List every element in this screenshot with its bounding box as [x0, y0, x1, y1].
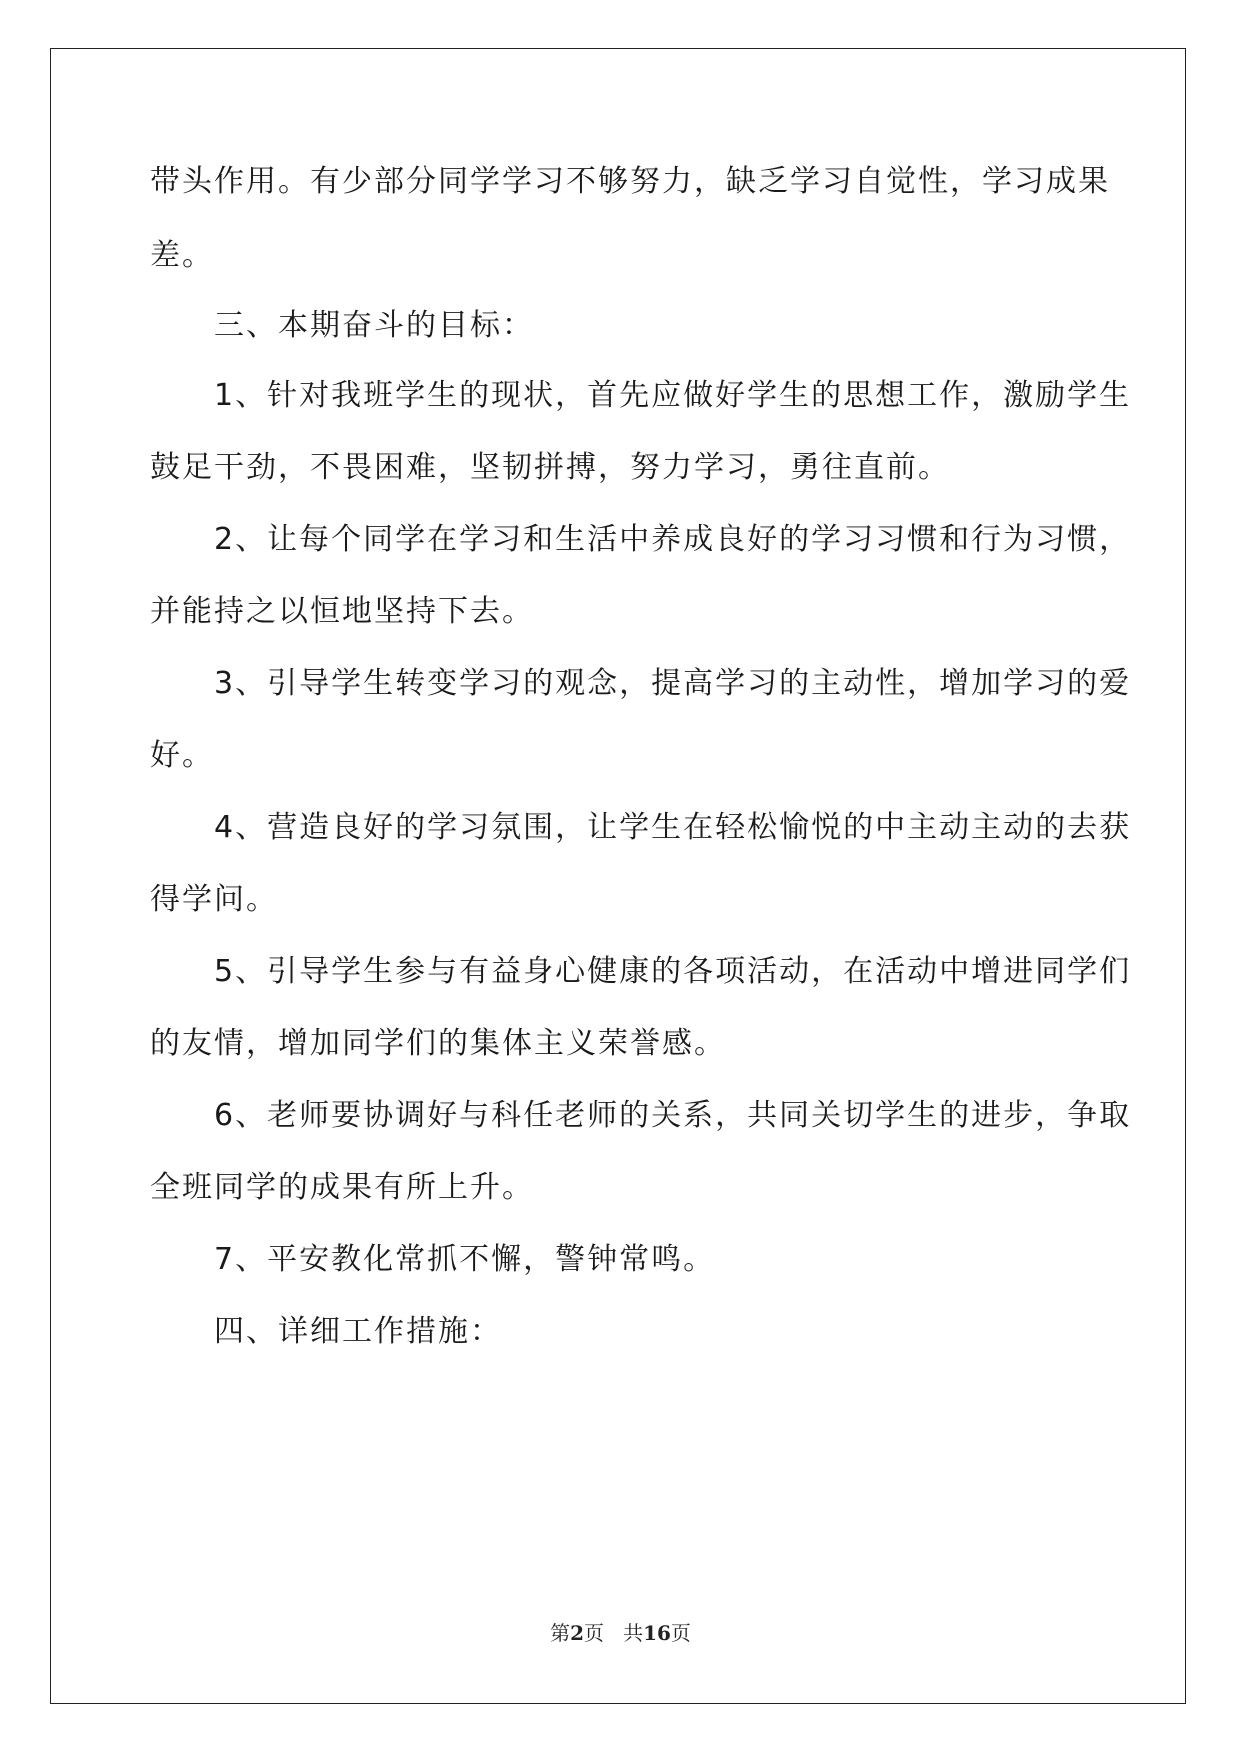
text-line: 差。 — [150, 238, 214, 273]
text-line: 7、平安教化常抓不懈，警钟常鸣。 — [150, 1242, 716, 1277]
page-footer — [0, 1617, 1241, 1646]
text-line: 鼓足干劲，不畏困难，坚韧拼搏，努力学习，勇往直前。 — [150, 450, 950, 485]
total-prefix: 共 — [623, 1621, 644, 1645]
total-suffix: 页 — [670, 1621, 691, 1645]
page-border — [50, 48, 1186, 1704]
page-number: 2 — [570, 1621, 584, 1645]
text-line: 4、营造良好的学习氛围，让学生在轻松愉悦的中主动主动的去获 — [150, 810, 1132, 845]
text-line: 的友情，增加同学们的集体主义荣誉感。 — [150, 1026, 726, 1061]
text-line: 带头作用。有少部分同学学习不够努力，缺乏学习自觉性，学习成果 — [150, 164, 1110, 199]
section-heading: 四、详细工作措施： — [150, 1314, 502, 1349]
text-line: 1、针对我班学生的现状，首先应做好学生的思想工作，激励学生 — [150, 378, 1132, 413]
section-heading: 三、本期奋斗的目标： — [150, 308, 534, 343]
total-pages: 16 — [643, 1621, 671, 1645]
text-line: 2、让每个同学在学习和生活中养成良好的学习习惯和行为习惯， — [150, 522, 1132, 557]
text-line: 3、引导学生转变学习的观念，提高学习的主动性，增加学习的爱 — [150, 666, 1132, 701]
text-line: 全班同学的成果有所上升。 — [150, 1170, 534, 1205]
text-line: 5、引导学生参与有益身心健康的各项活动，在活动中增进同学们 — [150, 954, 1132, 989]
text-line: 并能持之以恒地坚持下去。 — [150, 594, 534, 629]
page-prefix: 第 — [550, 1621, 571, 1645]
text-line: 6、老师要协调好与科任老师的关系，共同关切学生的进步，争取 — [150, 1098, 1132, 1133]
page-suffix: 页 — [584, 1621, 604, 1645]
text-line: 得学问。 — [150, 882, 278, 917]
text-line: 好。 — [150, 738, 214, 773]
